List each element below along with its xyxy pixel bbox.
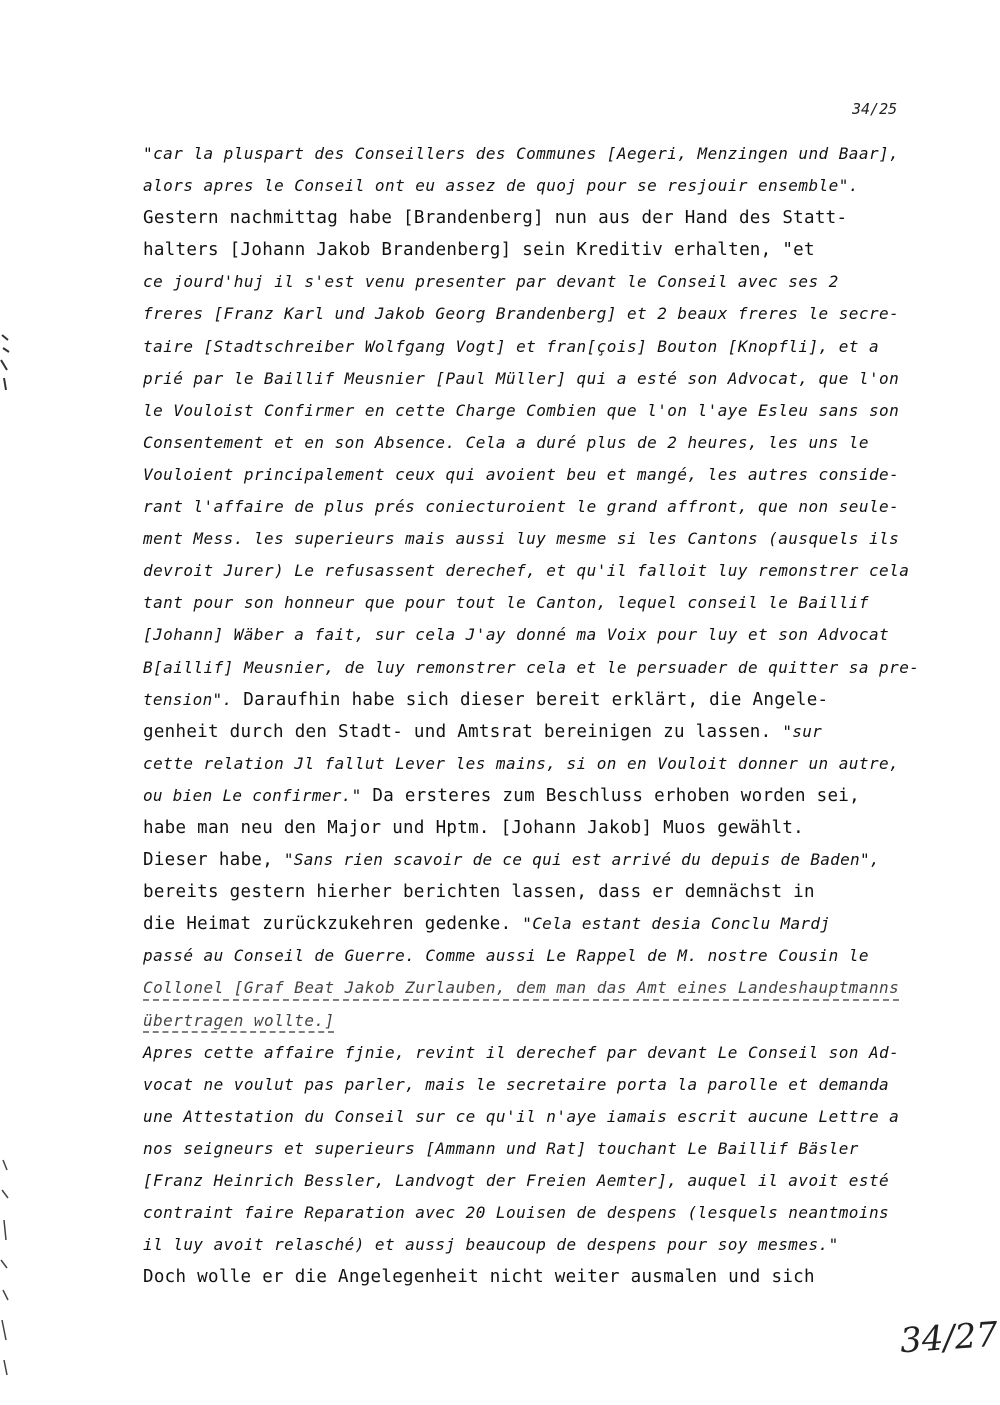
text-line: halters [Johann Jakob Brandenberg] sein Kreditiv erhalten, "et (143, 240, 815, 261)
text-line: genheit durch den Stadt- und Amtsrat bereinigen zu lassen. "sur (143, 721, 823, 742)
text-line: "car la pluspart des Conseillers des Communes [Aegeri, Menzingen und Baar], (143, 144, 900, 163)
text-line: die Heimat zurückzukehren gedenke. "Cela estant desia Conclu Mardj (143, 914, 831, 935)
text-line: [Johann] Wäber a fait, sur cela J'ay donné ma Voix pour luy et son Advocat (143, 625, 890, 645)
text-line: freres [Franz Karl und Jakob Georg Brandenberg] et 2 beaux freres le secre- (143, 304, 900, 324)
text-line: Apres cette affaire fjnie, revint il derechef par devant Le Conseil son Ad- (143, 1042, 900, 1062)
text-line: cette relation Jl fallut Lever les mains, si on en Vouloit donner un autre, (143, 753, 900, 773)
text-line: ou bien Le confirmer." Da ersteres zum Beschluss erhoben worden sei, (143, 785, 860, 806)
text-line: Dieser habe, "Sans rien scavoir de ce qui est arrivé du depuis de Baden", (143, 850, 880, 871)
text-line: Gestern nachmittag habe [Brandenberg] nun aus der Hand des Statt- (143, 208, 848, 229)
text-line: le Vouloist Confirmer en cette Charge Combien que l'on l'aye Esleu sans son (143, 400, 900, 420)
text-line: alors apres le Conseil ont eu assez de quoj pour se resjouir ensemble". (143, 176, 859, 196)
handwritten-folio-number: 34/27 (898, 1314, 1000, 1362)
text-line: Doch wolle er die Angelegenheit nicht weiter ausmalen und sich (143, 1267, 815, 1288)
text-line: [Franz Heinrich Bessler, Landvogt der Freien Aemter], auquel il avoit esté (143, 1171, 890, 1190)
text-line: contraint faire Reparation avec 20 Louisen de despens (lesquels neantmoins (143, 1203, 890, 1223)
text-line: B[aillif] Meusnier, de luy remonstrer cela et le persuader de quitter sa pre- (143, 657, 920, 677)
text-line: devroit Jurer) Le refusassent derechef, et qu'il falloit luy remonstrer cela (143, 561, 910, 581)
text-line: ment Mess. les superieurs mais aussi luy mesme si les Cantons (ausquels ils (143, 529, 900, 549)
page-number: 34/25 (852, 100, 898, 118)
text-line: tension". Daraufhin habe sich dieser bereit erklärt, die Angele- (143, 689, 829, 710)
text-line: rant l'affaire de plus prés coniecturoient le grand affront, que non seule- (143, 497, 900, 517)
text-line: vocat ne voulut pas parler, mais le secretaire porta la parolle et demanda (143, 1074, 890, 1094)
text-line: bereits gestern hierher berichten lassen, dass er demnächst in (143, 882, 815, 903)
binding-mark (0, 330, 12, 400)
text-line: il luy avoit relasché) et aussj beaucoup de despens pour soy mesmes." (143, 1235, 839, 1255)
text-line: Collonel [Graf Beat Jakob Zurlauben, dem man das Amt eines Landeshauptmanns (143, 978, 900, 998)
text-line: übertragen wollte.] (143, 1010, 335, 1030)
text-line: taire [Stadtschreiber Wolfgang Vogt] et fran[çois] Bouton [Knopfli], et a (143, 336, 880, 356)
binding-mark (0, 1150, 12, 1390)
text-line: nos seigneurs et superieurs [Ammann und Rat] touchant Le Baillif Bäsler (143, 1138, 859, 1158)
text-line: habe man neu den Major und Hptm. [Johann Jakob] Muos gewählt. (143, 817, 804, 838)
text-line: passé au Conseil de Guerre. Comme aussi Le Rappel de M. nostre Cousin le (143, 946, 869, 966)
document-body (143, 138, 943, 1293)
text-line: une Attestation du Conseil sur ce qu'il n'aye iamais escrit aucune Lettre a (143, 1106, 900, 1126)
text-line: ce jourd'huj il s'est venu presenter par devant le Conseil avec ses 2 (143, 272, 839, 292)
text-line: Consentement et en son Absence. Cela a duré plus de 2 heures, les uns le (143, 432, 869, 452)
text-line: prié par le Baillif Meusnier [Paul Müller] qui a esté son Advocat, que l'on (143, 368, 900, 388)
text-line: Vouloient principalement ceux qui avoient beu et mangé, les autres conside- (143, 464, 900, 484)
text-line: tant pour son honneur que pour tout le Canton, lequel conseil le Baillif (143, 593, 869, 613)
